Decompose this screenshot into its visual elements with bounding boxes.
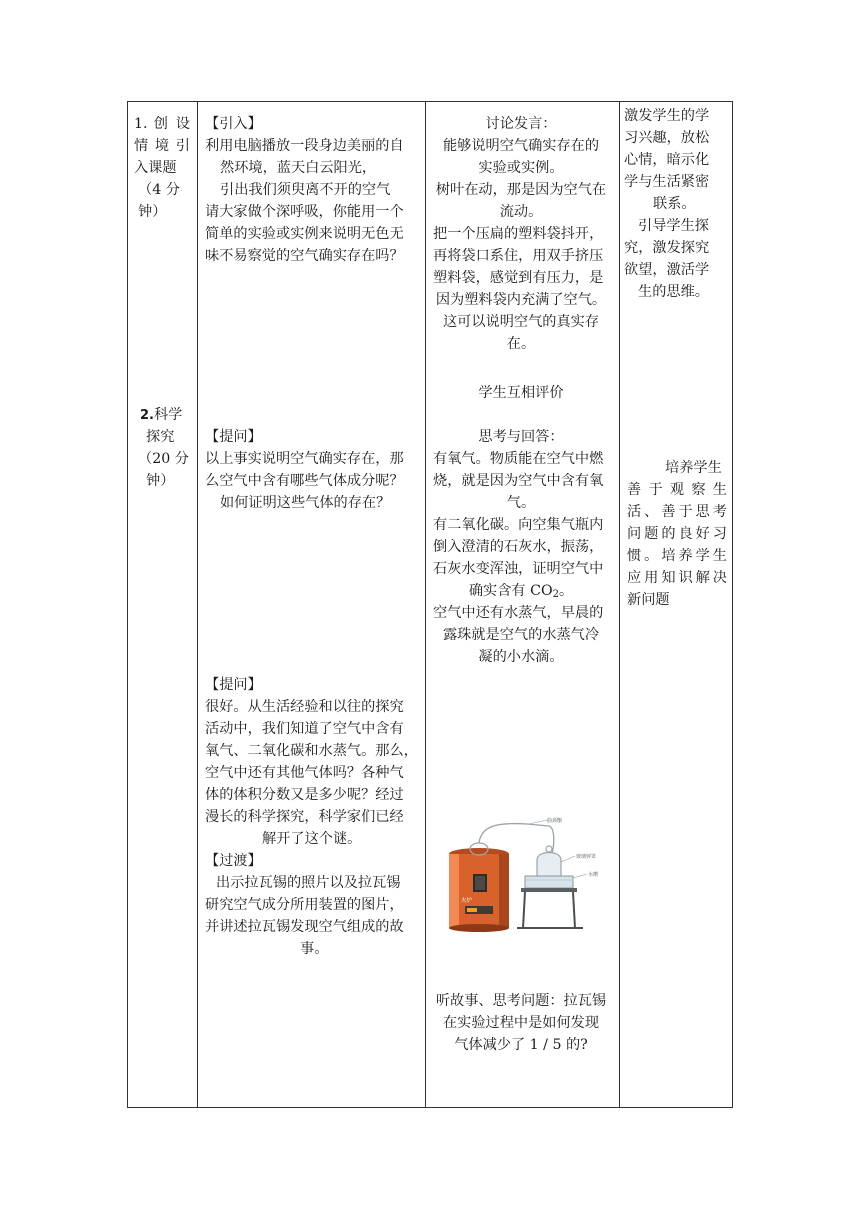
intro-line: 然环境，蓝天白云阳光， <box>220 160 377 176</box>
intro-line: 请大家做个深呼吸，你能用一个 <box>205 204 404 220</box>
discussion-line: 在。 <box>506 336 536 352</box>
question2-line: 很好。从生活经验和以往的探究 <box>205 699 404 715</box>
stage2-line: 探究 <box>146 429 175 445</box>
peer-evaluation: 学生互相评价 <box>478 385 564 401</box>
intent2-line: 应用知识解决 <box>627 570 727 586</box>
vapor-line: 露珠就是空气的水蒸气冷 <box>442 627 600 643</box>
discussion-line: 这可以说明空气的真实存 <box>442 314 600 330</box>
intent2-line: 培养学生 <box>665 460 722 476</box>
discussion-line: 树叶在动，那是因为空气在 <box>435 182 607 198</box>
question2-line: 氧气、二氧化碳和水蒸气。那么， <box>205 743 418 759</box>
discussion-line: 塑料袋，感觉到有压力，是 <box>433 270 604 286</box>
co2-line: 确实含有 $CO_2$。 <box>468 583 574 600</box>
stage2-line: 钟） <box>146 473 175 489</box>
vapor-line: 空气中还有水蒸气，早晨的 <box>433 605 604 621</box>
question1-line: 如何证明这些气体的存在？ <box>220 495 391 511</box>
intent1-line: 心情，暗示化 <box>624 152 710 168</box>
story-line: 听故事、思考问题：拉瓦锡 <box>435 993 607 1009</box>
column-divider <box>619 102 620 1107</box>
answer-line: 石灰水变浑浊，证明空气中 <box>433 561 604 577</box>
intent1-line: 引导学生探 <box>638 218 709 234</box>
furnace-label: 火炉 <box>461 898 473 904</box>
question2-line: 漫长的科学探究，科学家们已经 <box>205 809 404 825</box>
intro-line: 味不易察觉的空气确实存在吗？ <box>205 248 404 264</box>
intent2-line: 惯。培养学生 <box>627 548 727 564</box>
stage1-line: 钟） <box>138 204 167 220</box>
column-divider <box>425 102 426 1107</box>
discussion-line: 因为塑料袋内充满了空气。 <box>435 292 607 308</box>
bell-jar-label: 玻璃钟罩 <box>576 854 597 860</box>
intent1-line: 生的思维。 <box>638 284 709 300</box>
intent1-line: 联系。 <box>653 196 696 212</box>
question2-line: 空气中还有其他气体吗？各种气 <box>205 765 404 781</box>
think-heading: 思考与回答： <box>478 429 564 445</box>
discussion-line: 能够说明空气确实存在的 <box>442 138 600 154</box>
intent1-line: 究，激发探究 <box>624 240 710 256</box>
transition-line: 事。 <box>300 941 329 957</box>
stage1-line: （4 分 <box>138 182 180 198</box>
stage1-line: 入课题 <box>134 160 177 176</box>
vapor-line: 凝的小水滴。 <box>478 649 564 665</box>
transition-heading: 【过渡】 <box>205 853 262 869</box>
intent1-line: 欲望，激活学 <box>624 262 710 278</box>
question2-heading: 【提问】 <box>205 677 262 693</box>
discussion-line: 实验或实例。 <box>478 160 564 176</box>
discussion-line: 把一个压扁的塑料袋抖开， <box>433 226 604 242</box>
stage2-line: （20 分 <box>138 451 189 467</box>
intent1-line: 习兴趣，放松 <box>624 130 710 146</box>
intro-line: 简单的实验或实例来说明无色无 <box>205 226 404 242</box>
question1-heading: 【提问】 <box>205 429 262 445</box>
intent2-line: 善于观察生 <box>627 482 727 498</box>
retort-label: 曲颈甑 <box>547 818 563 824</box>
answer-line: 气。 <box>506 495 536 511</box>
column-divider <box>197 102 198 1107</box>
intent1-line: 学与生活紧密 <box>624 174 710 190</box>
stage1-line: 情 境 引 <box>134 138 190 154</box>
stage1-line: 1. 创 设 <box>134 116 190 132</box>
stage2-title: 2.科学 <box>140 407 183 423</box>
trough-label: 水槽 <box>588 872 599 878</box>
lavoisier-apparatus-figure <box>437 816 617 934</box>
question2-line: 活动中，我们知道了空气中含有 <box>205 721 404 737</box>
answer-line: 烧，就是因为空气中含有氧 <box>433 473 604 489</box>
question2-line: 体的体积分数又是多少呢？经过 <box>205 787 404 803</box>
intent2-line: 新问题 <box>627 592 670 608</box>
transition-line: 研究空气成分所用装置的图片， <box>205 897 404 913</box>
intent2-line: 问题的良好习 <box>627 526 727 542</box>
story-line: 气体减少了 1 / 5 的? <box>454 1037 588 1053</box>
answer-line: 有氧气。物质能在空气中燃 <box>433 451 604 467</box>
intro-line: 利用电脑播放一段身边美丽的自 <box>205 138 404 154</box>
story-line: 在实验过程中是如何发现 <box>442 1015 600 1031</box>
transition-line: 出示拉瓦锡的照片以及拉瓦锡 <box>216 875 401 891</box>
transition-line: 并讲述拉瓦锡发现空气组成的故 <box>205 919 404 935</box>
intent1-line: 激发学生的学 <box>624 108 710 124</box>
discussion-heading: 讨论发言： <box>485 116 557 132</box>
intro-line: 引出我们须臾离不开的空气 <box>220 182 391 198</box>
discussion-line: 流动。 <box>499 204 543 220</box>
question1-line: 以上事实说明空气确实存在，那 <box>205 451 404 467</box>
question1-line: 么空气中含有哪些气体成分呢？ <box>205 473 404 489</box>
discussion-line: 再将袋口系住，用双手挤压 <box>433 248 604 264</box>
intent2-line: 活、善于思考 <box>627 504 727 520</box>
answer-line: 有二氧化碳。向空集气瓶内 <box>433 517 604 533</box>
answer-line: 倒入澄清的石灰水，振荡， <box>433 539 604 555</box>
intro-heading: 【引入】 <box>205 116 262 132</box>
question2-line: 解开了这个谜。 <box>262 831 362 847</box>
